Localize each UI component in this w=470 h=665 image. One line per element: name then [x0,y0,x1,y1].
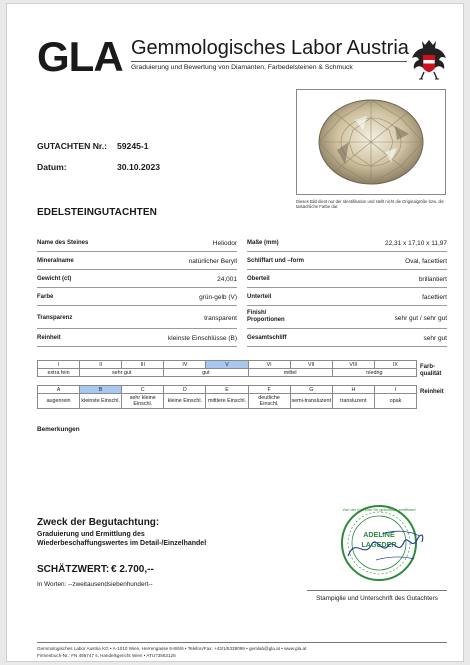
field-label-dimensions: Maße (mm) [247,240,279,246]
row-divider [247,269,447,270]
footer-line-2: Firmenbuch-Nr.: FN 495747 s, Handelsgericht Wien • ATU73563128 [37,653,176,658]
certificate-number-value: 59245-1 [117,141,149,151]
color-desc-cell: niedrig [332,369,416,377]
row-divider [247,305,447,306]
field-label-cut: Schliffart und –form [247,258,305,264]
footer-line-1: Gemmologisches Labor Austria KG • A-1010 Wien, Herrengasse 6-8/6/6 • Telefon/Fax: +43/1/5339099 • gemlab@gla.at • www.gla.at [37,646,307,651]
signature-line [307,590,447,591]
gemstone-image [297,90,445,194]
field-value-name: Heliodor [212,240,237,247]
gla-logo: GLA [37,33,123,80]
color-grade-cell: I [38,361,80,369]
clarity-grade-cell: D [164,386,206,394]
clarity-grade-cell: H [332,386,374,394]
clarity-desc-cell: sehr kleine Einschl. [122,394,164,409]
photo-disclaimer: Dieses Bild dient nur der Identifikation und stellt nicht die Originalgröße bzw. die tatsächliche Farbe dar. [296,199,444,209]
valuation-label: SCHÄTZWERT: [37,564,110,575]
clarity-grade-cell: F [248,386,290,394]
certificate-number-label: GUTACHTEN Nr.: [37,141,108,151]
color-desc-cell: gut [164,369,248,377]
color-quality-scale [37,360,417,377]
valuation-value: € 2.700,-- [111,564,154,575]
remarks-label: Bemerkungen [37,426,80,433]
field-value-pavilion: facettiert [422,294,447,301]
field-label-clarity: Reinheit [37,335,61,341]
certificate-title: EDELSTEINGUTACHTEN [37,207,157,218]
field-label-mineral: Mineralname [37,258,74,264]
clarity-desc-cell: opak [374,394,416,409]
clarity-grade-cell: I [374,386,416,394]
clarity-desc-cell: kleinste Einschl. [80,394,122,409]
handwritten-signature [342,526,428,566]
stamp-name-2: LAGEDER [361,540,397,549]
clarity-grade-cell: E [206,386,248,394]
color-grade-cell: IX [374,361,416,369]
clarity-grade-cell: G [290,386,332,394]
row-divider [37,287,237,288]
clarity-grade-cell-selected: B [80,386,122,394]
signature-caption: Stampiglie und Unterschrift des Gutachters [316,595,438,602]
field-value-mineral: natürlicher Beryll [188,258,237,265]
color-grade-cell: III [122,361,164,369]
clarity-scale [37,385,417,409]
field-label-crown: Oberteil [247,276,270,282]
header-rule [131,61,407,62]
field-value-finish: sehr gut / sehr gut [394,315,447,322]
row-divider [247,251,447,252]
color-grade-cell: II [80,361,122,369]
footer-rule [37,642,447,643]
clarity-desc-cell: deutliche Einschl. [248,394,290,409]
field-label-color: Farbe [37,294,54,300]
field-value-weight: 24,001 [217,276,237,283]
valuation-in-words: In Worten: --zweitausendsiebenhundert-- [37,581,153,588]
purpose-line-1: Graduierung und Ermittlung des [37,531,145,538]
field-value-overall-cut: sehr gut [423,335,447,342]
row-divider [247,287,447,288]
lab-subtitle: Graduierung und Bewertung von Diamanten, Farbedelsteinen & Schmuck [131,64,353,71]
clarity-desc-cell: transluzent [332,394,374,409]
color-quality-label: Farb-qualität [420,364,442,377]
color-grade-cell: IV [164,361,206,369]
row-divider [37,346,237,347]
clarity-desc-cell: kleine Einschl. [164,394,206,409]
field-label-overall-cut: Gesamtschliff [247,335,287,341]
gemstone-photo-frame [296,89,446,195]
color-desc-cell: extra fein [38,369,80,377]
field-value-dimensions: 22,31 x 17,10 x 11,97 [384,240,447,247]
field-value-transparency: transparent [204,315,237,322]
field-value-cut: Oval, facettiert [405,258,447,265]
clarity-desc-cell: semi-transluzent [290,394,332,409]
row-divider [37,251,237,252]
stamp-name-1: ADELINE [363,530,395,539]
clarity-label: Reinheit [420,389,444,395]
color-grade-cell: VIII [332,361,374,369]
lab-name: Gemmologisches Labor Austria [131,37,409,59]
clarity-grade-cell: C [122,386,164,394]
field-label-transparency: Transparenz [37,315,73,321]
color-grade-cell: VII [290,361,332,369]
row-divider [247,346,447,347]
row-divider [37,305,237,306]
field-label-weight: Gewicht (ct) [37,276,72,282]
purpose-line-2: Wiederbeschaffungswertes im Detail-/Einzelhandel [37,540,207,547]
color-grade-cell-selected: V [206,361,248,369]
row-divider [37,269,237,270]
certificate-page [6,3,464,662]
field-label-name: Name des Steines [37,240,89,246]
color-grade-cell: VI [248,361,290,369]
clarity-grade-cell: A [38,386,80,394]
field-value-clarity: kleinste Einschlüsse (B) [168,335,237,342]
color-desc-cell: sehr gut [80,369,164,377]
date-label: Datum: [37,162,67,172]
clarity-desc-cell: augenrein [38,394,80,409]
field-value-color: grün-gelb (V) [199,294,237,301]
austrian-eagle-crest-icon [411,38,447,82]
field-label-pavilion: Unterteil [247,294,272,300]
date-value: 30.10.2023 [117,162,161,172]
stamp-arc-text: Von der Kammer für gerichtlich zertifiziert [342,507,416,512]
expert-stamp [340,504,418,582]
color-desc-cell: mittel [248,369,332,377]
field-label-finish: Finish/ Proportionen [247,310,285,323]
row-divider [37,328,237,329]
purpose-title: Zweck der Begutachtung: [37,517,160,528]
row-divider [247,328,447,329]
clarity-desc-cell: mittlere Einschl. [206,394,248,409]
field-value-crown: brillantiert [418,276,447,283]
